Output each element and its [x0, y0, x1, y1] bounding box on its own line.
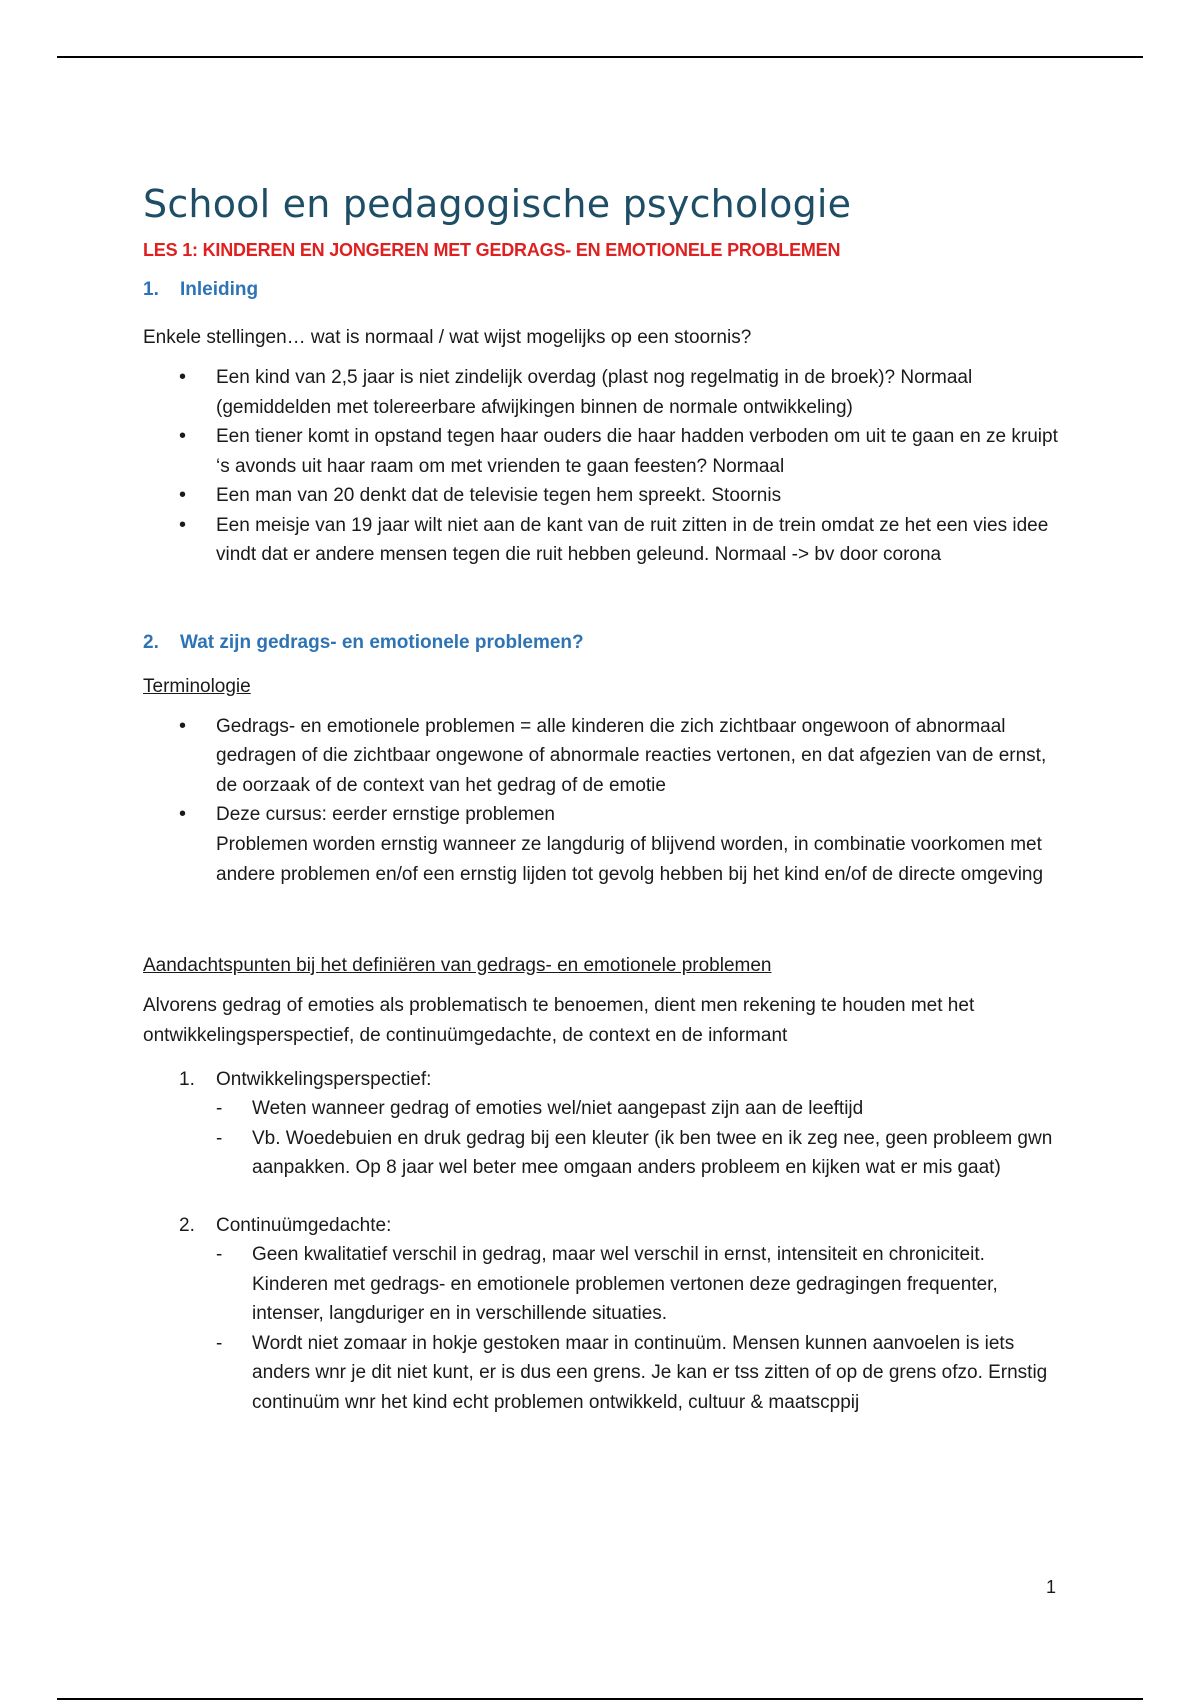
item-points — [143, 1094, 1063, 1183]
statements-list — [143, 363, 1063, 570]
item-label: Continuümgedachte: — [216, 1214, 392, 1236]
page-number: 1 — [1046, 1577, 1057, 1597]
attention-intro: Alvorens gedrag of emoties als problematisch te benoemen, dient men rekening te houden met het ontwikkelingsperspectief, de continuümgedachte, de context en de informant — [143, 994, 975, 1046]
list-item: • Een kind van 2,5 jaar is niet zindelijk overdag (plast nog regelmatig in de broek)? Normaal (gemiddelden met tolereerbare afwijkingen binnen de normale ontwikkeling) — [143, 363, 1063, 422]
numbered-item — [143, 1211, 1063, 1241]
list-item: • Een meisje van 19 jaar wilt niet aan de kant van de ruit zitten in de trein omdat ze het een vies idee vindt dat er andere mensen tegen die ruit hebben geleund. Normaal -> bv door corona — [143, 511, 1063, 570]
list-item: • Gedrags- en emotionele problemen = alle kinderen die zich zichtbaar ongewoon of abnormaal gedragen of die zichtbaar ongewone of abnormale reacties vertonen, en dat afgezien van de ernst, de oorzaak of de context van het gedrag of de emotie — [143, 712, 1063, 801]
list-item: - Geen kwalitatief verschil in gedrag, maar wel verschil in ernst, intensiteit en chroniciteit. Kinderen met gedrags- en emotionele problemen vertonen deze gedragingen frequenter, intenser, langduriger en in verschillende situaties. — [143, 1240, 1063, 1329]
list-item: - Wordt niet zomaar in hokje gestoken maar in continuüm. Mensen kunnen aanvoelen is iets anders wnr je dit niet kunt, er is dus een grens. Je kan er tss zitten of op de grens ofzo. Ernstig continuüm wnr het kind echt problemen ontwikkeld, cultuur & maatscppij — [143, 1329, 1063, 1418]
terminology-list — [143, 712, 1063, 891]
section-number: 2. — [143, 631, 159, 653]
list-item-line: • Deze cursus: eerder ernstige problemen — [216, 804, 556, 825]
list-item — [143, 800, 1063, 891]
list-item: - Vb. Woedebuien en druk gedrag bij een kleuter (ik ben twee en ik zeg nee, geen probleem gwn aanpakken. Op 8 jaar wel beter mee omgaan anders probleem en kijken wat er mis gaat) — [143, 1124, 1063, 1183]
terminology-label: Terminologie — [143, 675, 251, 697]
intro-paragraph: Enkele stellingen… wat is normaal / wat wijst mogelijks op een stoornis? — [143, 327, 752, 348]
section-heading-inleiding — [143, 279, 1063, 301]
section-title: Wat zijn gedrags- en emotionele problemen? — [180, 631, 584, 653]
document-title: School en pedagogische psychologie — [143, 182, 852, 226]
attention-label: Aandachtspunten bij het definiëren van gedrags- en emotionele problemen — [143, 954, 772, 976]
list-item: • Een tiener komt in opstand tegen haar ouders die haar hadden verboden om uit te gaan en ze kruipt ‘s avonds uit haar raam om met vrienden te gaan feesten? Normaal — [143, 422, 1063, 481]
section-number: 1. — [143, 279, 159, 300]
item-number: 2. — [179, 1214, 195, 1236]
item-points — [143, 1240, 1063, 1417]
document-page — [143, 170, 1063, 1417]
section-heading-problemen — [143, 632, 1063, 654]
lesson-heading: LES 1: KINDEREN EN JONGEREN MET GEDRAGS- EN EMOTIONELE PROBLEMEN — [143, 240, 841, 260]
header-rule — [57, 56, 1143, 58]
list-item: • Een man van 20 denkt dat de televisie tegen hem spreekt. Stoornis — [143, 481, 1063, 511]
list-item-line: Problemen worden ernstig wanneer ze langdurig of blijvend worden, in combinatie voorkomen met andere problemen en/of een ernstig lijden tot gevolg hebben bij het kind en/of de directe omgeving — [216, 833, 1044, 885]
item-label: Ontwikkelingsperspectief: — [216, 1068, 432, 1090]
numbered-item — [143, 1065, 1063, 1095]
section-title: Inleiding — [180, 279, 259, 300]
list-item: - Weten wanneer gedrag of emoties wel/niet aangepast zijn aan de leeftijd — [143, 1094, 1063, 1124]
item-number: 1. — [179, 1068, 195, 1090]
